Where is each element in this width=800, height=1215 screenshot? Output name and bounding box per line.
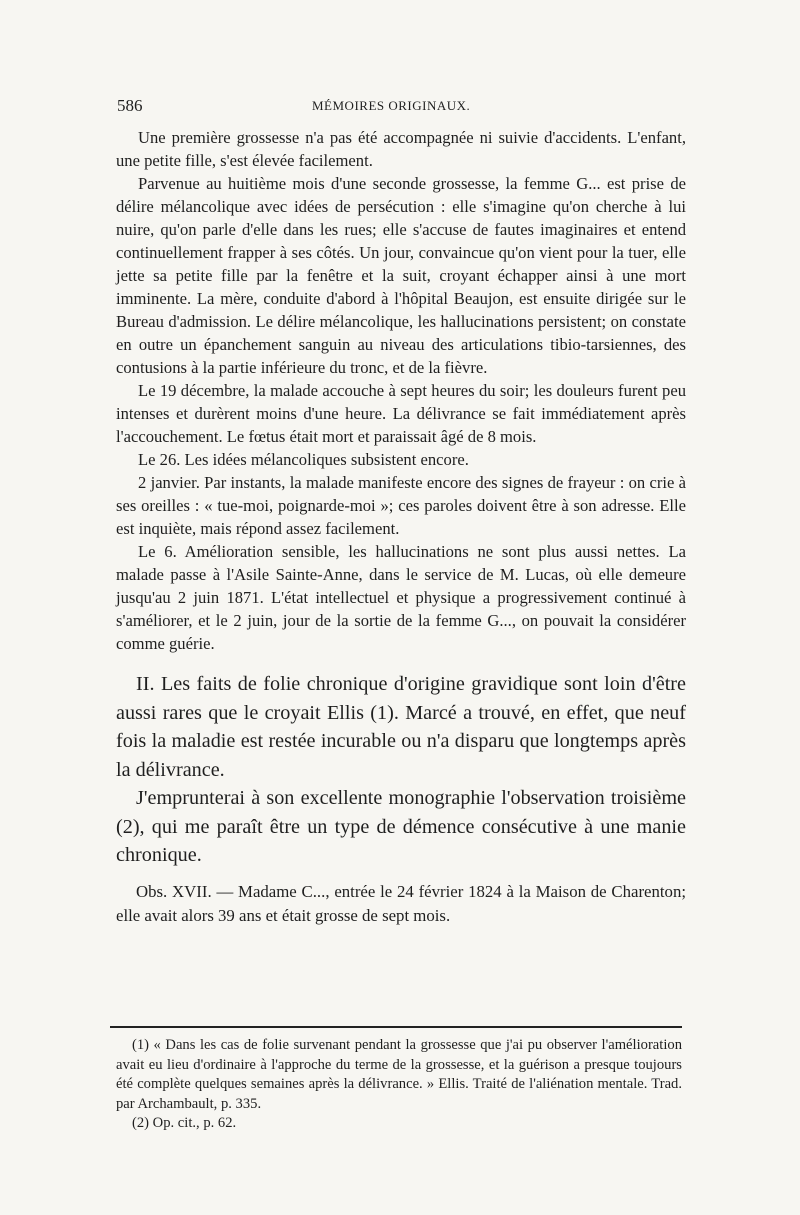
main-text	[116, 126, 686, 928]
running-head: MÉMOIRES ORIGINAUX.	[312, 98, 471, 113]
paragraph: Le 19 décembre, la malade accouche à sept heures du soir; les douleurs furent peu intenses et durèrent moins d'une heure. La délivrance se fait immédiatement après l'accouchement. Le fœtus était mort et paraissait âgé de 8 mois.	[116, 381, 686, 446]
paragraph: 2 janvier. Par instants, la malade manifeste encore des signes de frayeur : on crie à ses oreilles : « tue-moi, poignarde-moi »; ces paroles doivent être à son adresse. Elle est inquiète, mais répond assez facilement.	[116, 473, 686, 538]
section-paragraph: J'emprunterai à son excellente monographie l'observation troisième (2), qui me paraît être un type de démence consécutive à une manie chronique.	[116, 787, 686, 866]
page-number: 586	[117, 96, 143, 115]
footnotes	[116, 1036, 682, 1134]
section-paragraph: II. Les faits de folie chronique d'origine gravidique sont loin d'être aussi rares que le croyait Ellis (1). Marcé a trouvé, en effet, que neuf fois la maladie est restée incurable ou n'a disparu que longtemps après la délivrance.	[116, 673, 686, 781]
page-header	[117, 96, 687, 122]
paragraph: Une première grossesse n'a pas été accompagnée ni suivie d'accidents. L'enfant, une petite fille, s'est élevée facilement.	[116, 128, 686, 170]
footnote-divider	[110, 1026, 682, 1028]
observation-paragraph: Obs. XVII. — Madame C..., entrée le 24 février 1824 à la Maison de Charenton; elle avait alors 39 ans et était grosse de sept mois.	[116, 881, 686, 925]
paragraph: Parvenue au huitième mois d'une seconde grossesse, la femme G... est prise de délire mélancolique avec idées de persécution : elle s'imagine qu'on cherche à lui nuire, qu'on parle d'elle dans les rues; elle s'accuse de fautes imaginaires et entend continuellement frapper à ses côtés. Un jour, convaincue qu'on vient pour la tuer, elle jette sa petite fille par la fenêtre et la suit, croyant échapper ainsi à une mort imminente. La mère, conduite d'abord à l'hôpital Beaujon, est ensuite dirigée sur le Bureau d'admission. Le délire mélancolique, les hallucinations persistent; on constate en outre un épanchement sanguin au niveau des articulations tibio-tarsiennes, des contusions à la partie inférieure du tronc, et de la fièvre.	[116, 174, 686, 377]
paragraph: Le 6. Amélioration sensible, les hallucinations ne sont plus aussi nettes. La malade passe à l'Asile Sainte-Anne, dans le service de M. Lucas, où elle demeure jusqu'au 2 juin 1871. L'état intellectuel et physique a progressivement continué à s'améliorer, et le 2 juin, jour de la sortie de la femme G..., on pouvait la considérer comme guérie.	[116, 542, 686, 653]
footnote: (1) « Dans les cas de folie survenant pendant la grossesse que j'ai pu observer l'amélioration avait eu lieu d'ordinaire à l'approche du terme de la grossesse, et la guérison a presque toujours été complète quelques semaines après la délivrance. » Ellis. Traité de l'aliénation mentale. Trad. par Archambault, p. 335.	[116, 1037, 682, 1112]
footnote: (2) Op. cit., p. 62.	[132, 1115, 237, 1131]
paragraph: Le 26. Les idées mélancoliques subsistent encore.	[138, 450, 469, 469]
